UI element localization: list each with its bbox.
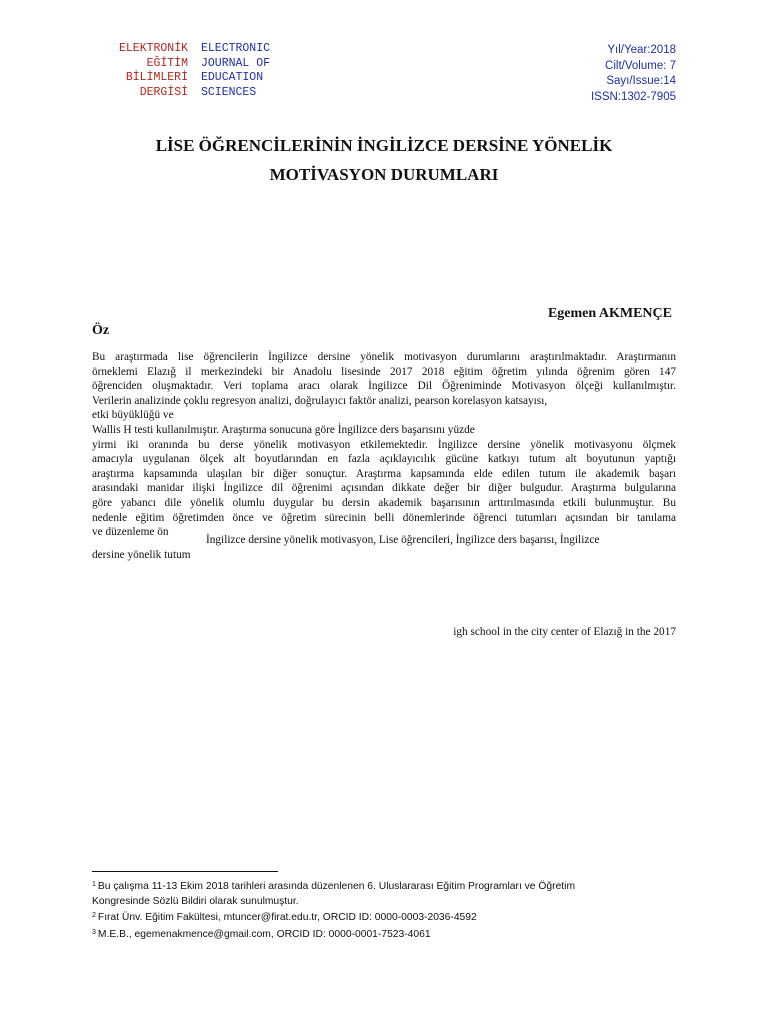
keywords bbox=[92, 533, 676, 563]
abstract-line-split bbox=[92, 408, 676, 437]
journal-tr-line: DERGİSİ bbox=[139, 85, 188, 99]
abstract-line: Verilerin analizinde çoklu regresyon analizi, doğrulayıcı faktör analizi, pearson korelasyon katsayısı, bbox=[92, 394, 548, 407]
keywords-line-1: İngilizce dersine yönelik motivasyon, Lise öğrencileri, İngilizce ders başarısı, İngilizce bbox=[206, 534, 600, 546]
footnote-2 bbox=[92, 909, 692, 926]
paper-title bbox=[92, 131, 676, 189]
footnote-3 bbox=[92, 926, 692, 943]
footnote-divider bbox=[92, 871, 278, 872]
journal-en-line: SCIENCES bbox=[201, 85, 257, 99]
abstract-line: arasındaki manidar ilişki İngilizce dil öğrenimi açısından dikkate değer bir diğer bulgudur. Araştırma bulgularına bbox=[92, 482, 676, 495]
abstract-line: araştırma kapsamında ulaşılan bir diğer sonuçtur. Araştırma kapsamında elde edilen tutum ile akademik başarı bbox=[92, 467, 676, 480]
abstract-line: amacıyla uygulanan ölçek alt boyutlarından en fazla açıklayıcılık gücüne katkıyı tutum alt boyutunun yaptığı bbox=[92, 453, 676, 466]
keywords-line-2: dersine yönelik tutum bbox=[92, 549, 191, 561]
footnote-1-continued bbox=[92, 895, 692, 910]
abstract-line: yirmi iki oranında bu derse yönelik motivasyon etkilemektedir. İngilizce dersine yönelik motivasyonu ölçmek bbox=[92, 438, 676, 451]
footnotes bbox=[92, 878, 692, 942]
journal-en-line: JOURNAL OF bbox=[201, 56, 271, 70]
abstract-line: nedenle eğitim öğretimden önce ve öğretim sürecinin belli dönemlerinde öğrenci tutumları açısından bir tanılama bbox=[92, 511, 676, 524]
journal-tr-line: EĞİTİM bbox=[146, 56, 188, 70]
journal-name-turkish bbox=[86, 42, 188, 100]
journal-name-english bbox=[201, 42, 321, 100]
journal-tr-line: ELEKTRONİK bbox=[118, 42, 188, 55]
meta-issue: Sayı/Issue:14 bbox=[606, 75, 676, 87]
footnote-1 bbox=[92, 878, 692, 895]
title-line-2: MOTİVASYON DURUMLARI bbox=[269, 165, 499, 184]
abstract-line: örneklemi Elazığ il merkezindeki bir Anadolu lisesinde 2017 2018 eğitim öğretim yılında öğrenim gören 147 bbox=[92, 365, 676, 378]
footnote-mark: 1 bbox=[92, 881, 96, 888]
meta-issn: ISSN:1302-7905 bbox=[590, 90, 676, 103]
footnote-mark: 3 bbox=[92, 928, 96, 936]
abstract-line: öğrenciden oluşmaktadır. Veri toplama aracı olarak İngilizce Dil Öğreniminde Motivasyon ölçeği kullanılmıştır. bbox=[92, 380, 676, 393]
abstract-line: göre yabancı dile yönelik olumlu duygular bu dersin akademik başarısının arttırılmasında etkili bulunmuştur. Bu bbox=[92, 496, 676, 509]
abstract-body bbox=[92, 350, 676, 540]
journal-tr-line: BİLİMLERİ bbox=[125, 71, 188, 84]
abstract-line: ve düzenleme ön bbox=[92, 526, 169, 539]
abstract-line: Bu araştırmada lise öğrencilerin İngilizce dersine yönelik motivasyon durumlarını araştırılmaktadır. Araştırmanın bbox=[92, 351, 676, 363]
footnote-mark: 2 bbox=[92, 912, 96, 919]
footnote-text: Fırat Ünv. Eğitim Fakültesi, mtuncer@firat.edu.tr, ORCID ID: 0000-0003-2036-4592 bbox=[97, 912, 477, 923]
footnote-text: Bu çalışma 11-13 Ekim 2018 tarihleri arasında düzenlenen 6. Uluslararası Eğitim Programları ve Öğretim bbox=[97, 881, 576, 892]
journal-en-line: ELECTRONIC bbox=[201, 42, 271, 55]
title-line-1: LİSE ÖĞRENCİLERİNİN İNGİLİZCE DERSİNE YÖNELİK bbox=[155, 136, 613, 155]
footnote-text: M.E.B., egemenakmence@gmail.com, ORCID ID: 0000-0001-7523-4061 bbox=[97, 928, 431, 940]
journal-en-line: EDUCATION bbox=[201, 71, 264, 84]
footnote-text: Kongresinde Sözlü Bildiri olarak sunulmuştur. bbox=[92, 895, 299, 907]
meta-volume: Cilt/Volume: 7 bbox=[605, 59, 676, 72]
abstract-line-part-2: Wallis H testi kullanılmıştır. Araştırma sonucuna göre İngilizce ders başarısını yüzde bbox=[92, 423, 475, 436]
english-abstract-fragment: igh school in the city center of Elazığ in the 2017 bbox=[453, 626, 676, 638]
issue-metadata bbox=[591, 43, 676, 105]
author-name: Egemen AKMENÇE bbox=[547, 306, 672, 321]
abstract-heading: Öz bbox=[92, 323, 110, 338]
abstract-line-part-1: etki büyüklüğü ve bbox=[92, 409, 174, 422]
meta-year: Yıl/Year:2018 bbox=[607, 44, 676, 56]
